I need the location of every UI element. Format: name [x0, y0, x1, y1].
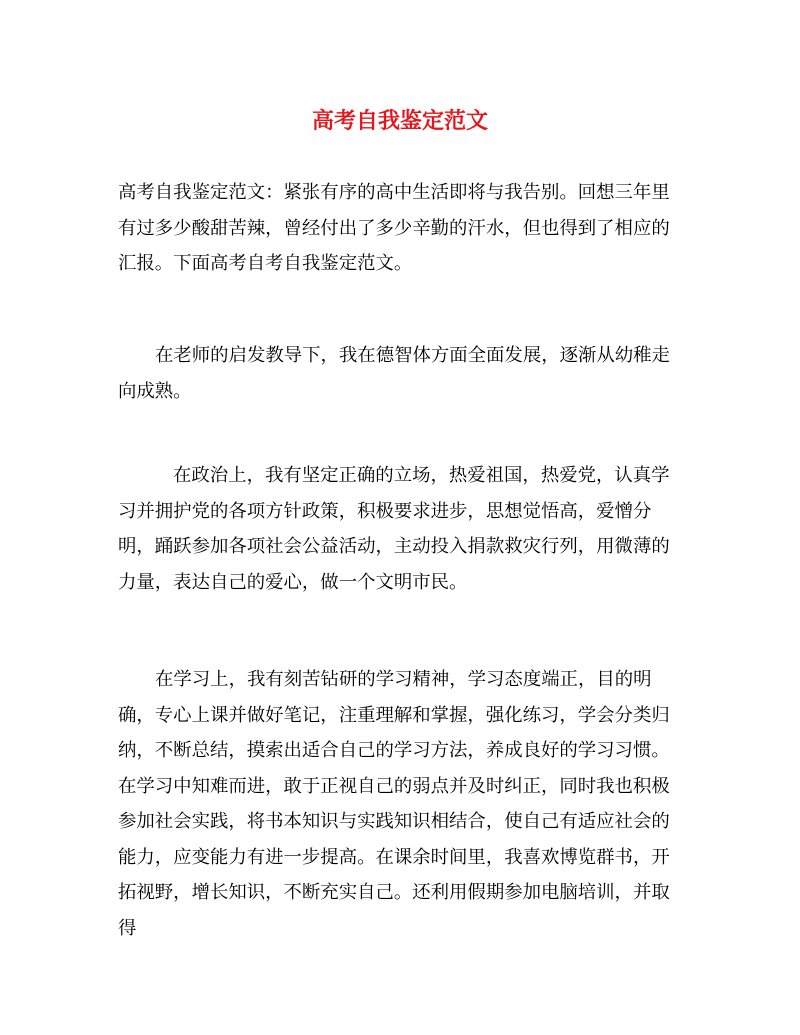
document-title: 高考自我鉴定范文 [311, 108, 488, 134]
politics-paragraph: 在政治上，我有坚定正确的立场，热爱祖国，热爱党，认真学习并拥护党的各项方针政策，积极要求进步，思想觉悟高，爱憎分明，踊跃参加各项社会公益活动，主动投入捐款救灾行列，用微薄的力量，表达自己的爱心，做一个文明市民。 [118, 465, 670, 593]
study-paragraph: 在学习上，我有刻苦钻研的学习精神，学习态度端正，目的明确，专心上课并做好笔记，注重理解和掌握，强化练习，学会分类归纳，不断总结，摸索出适合自己的学习方法，养成良好的学习习惯。在学习中知难而进，敢于正视自己的弱点并及时纠正，同时我也积极参加社会实践，将书本知识与实践知识相结合，使自己有适应社会的能力，应变能力有进一步提高。在课余时间里，我喜欢博览群书，开拓视野，增长知识，不断充实自己。还利用假期参加电脑培训，并取得 [118, 669, 670, 939]
growth-paragraph: 在老师的启发教导下，我在德智体方面全面发展，逐渐从幼稚走向成熟。 [118, 345, 670, 402]
intro-paragraph: 高考自我鉴定范文：紧张有序的高中生活即将与我告别。回想三年里有过多少酸甜苦辣，曾经付出了多少辛勤的汗水，但也得到了相应的汇报。下面高考自考自我鉴定范文。 [118, 182, 670, 274]
